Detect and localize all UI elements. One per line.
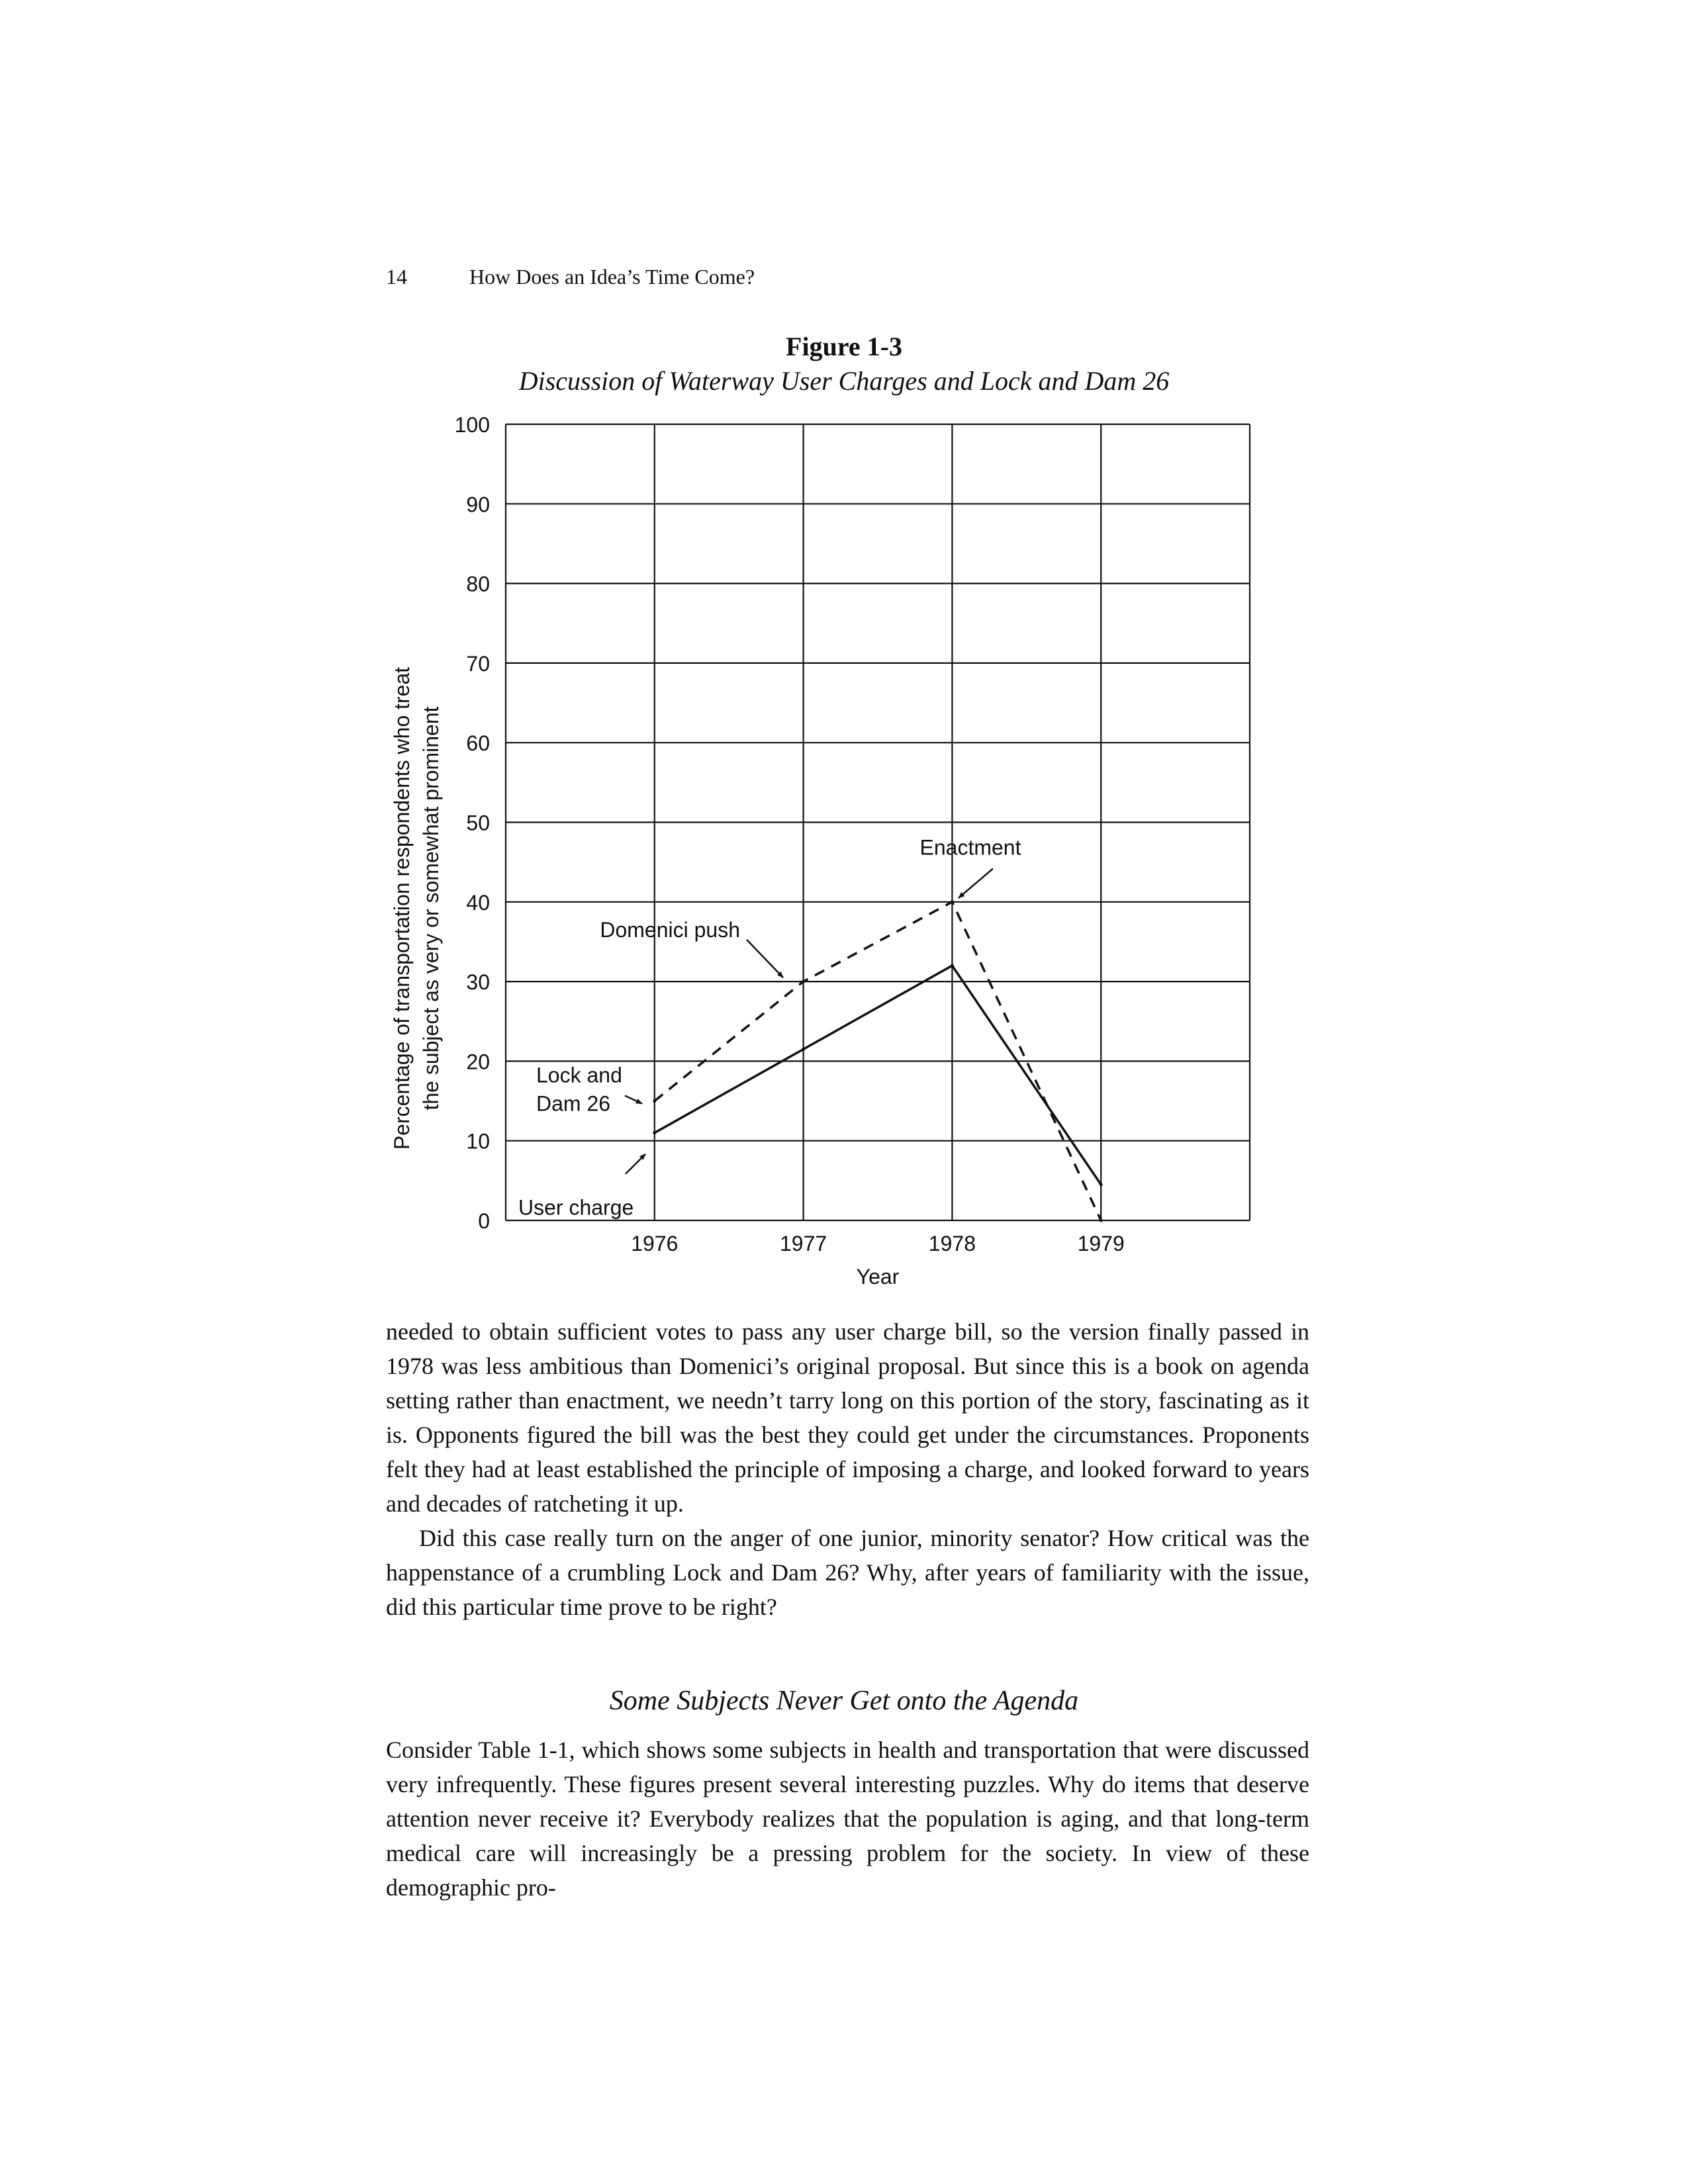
x-axis-title: Year — [856, 1265, 900, 1289]
data-point-user-charge-1976 — [653, 1131, 656, 1134]
annotation-domenici-push: Domenici push — [600, 917, 740, 942]
paragraph-2: Did this case really turn on the anger of one junior, minority senator? How critical was the happenstance of a crumbling Lock and Dam 26? Why, after years of familiarity with the issue, did this particular time prove to be right? — [386, 1525, 1309, 1620]
figure-caption: Discussion of Waterway User Charges and Lock and Dam 26 — [518, 366, 1170, 396]
x-tick-label-1976: 1976 — [631, 1232, 679, 1255]
y-tick-label-90: 90 — [466, 492, 490, 517]
annotation-arrow-user-charge — [626, 1154, 645, 1174]
data-point-lock-and-dam-26-1977 — [802, 980, 805, 983]
y-tick-label-40: 40 — [466, 890, 490, 915]
annotation-lock-and-dam-26-line-1: Lock and — [536, 1063, 622, 1087]
annotation-enactment: Enactment — [919, 835, 1021, 860]
y-axis-title-line-2: the subject as very or somewhat prominent — [419, 706, 443, 1111]
y-tick-label-0: 0 — [478, 1209, 490, 1233]
x-tick-label-1978: 1978 — [928, 1232, 976, 1255]
y-axis-title-line-1: Percentage of transportation respondents who treat — [390, 666, 414, 1150]
paragraph-3: Consider Table 1-1, which shows some subjects in health and transportation that were discussed very infrequently. These figures present several interesting puzzles. Why do items that deserve attention never receive it? Everybody realizes that the population is aging, and that long-term medical care will increasingly be a pressing problem for the society. In view of these demographic pro- — [386, 1737, 1309, 1901]
x-tick-label-1979: 1979 — [1077, 1232, 1125, 1255]
annotation-arrow-enactment — [959, 869, 993, 898]
section-heading: Some Subjects Never Get onto the Agenda — [609, 1686, 1079, 1716]
annotation-user-charge: User charge — [518, 1195, 634, 1220]
paragraph-1: needed to obtain sufficient votes to pass any user charge bill, so the version finally passed in 1978 was less ambitious than Domenici’s original proposal. But since this is a book on agenda setting rather than enactment, we needn’t tarry long on this portion of the story, fascinating as it is. Opponents figured the bill was the best they could get under the circumstances. Proponents felt they had at least established the principle of imposing a charge, and looked forward to years and decades of ratcheting it up. — [386, 1318, 1309, 1517]
running-head-title: How Does an Idea’s Time Come? — [469, 265, 755, 289]
series-line-user-charge — [655, 966, 1101, 1185]
annotation-lock-and-dam-26-line-2: Dam 26 — [536, 1091, 611, 1116]
y-tick-label-100: 100 — [454, 413, 490, 437]
annotation-arrow-lock-and-dam-26 — [625, 1096, 642, 1104]
body-text-top — [386, 1314, 1309, 1624]
figure-number: Figure 1-3 — [786, 332, 902, 361]
data-point-user-charge-1977 — [802, 1048, 805, 1051]
y-tick-label-80: 80 — [466, 572, 490, 596]
y-tick-label-20: 20 — [466, 1050, 490, 1074]
y-axis-title — [390, 667, 443, 1150]
data-point-lock-and-dam-26-1978 — [951, 900, 954, 903]
y-tick-label-70: 70 — [466, 651, 490, 676]
x-tick-label-1977: 1977 — [780, 1232, 827, 1255]
chart-grid — [506, 424, 1250, 1220]
annotation-arrow-domenici-push — [747, 940, 783, 978]
data-point-user-charge-1978 — [951, 964, 954, 968]
y-tick-label-10: 10 — [466, 1129, 490, 1154]
y-tick-label-60: 60 — [466, 731, 490, 756]
y-tick-label-30: 30 — [466, 970, 490, 995]
data-point-lock-and-dam-26-1979 — [1100, 1219, 1103, 1222]
body-text-bottom — [386, 1733, 1309, 1905]
chart-annotations — [518, 836, 1021, 1220]
data-point-user-charge-1979 — [1100, 1183, 1103, 1186]
data-point-lock-and-dam-26-1976 — [653, 1099, 656, 1103]
annotation-lock-and-dam-26 — [536, 1063, 622, 1115]
page-number: 14 — [386, 265, 407, 289]
y-tick-label-50: 50 — [466, 811, 490, 835]
